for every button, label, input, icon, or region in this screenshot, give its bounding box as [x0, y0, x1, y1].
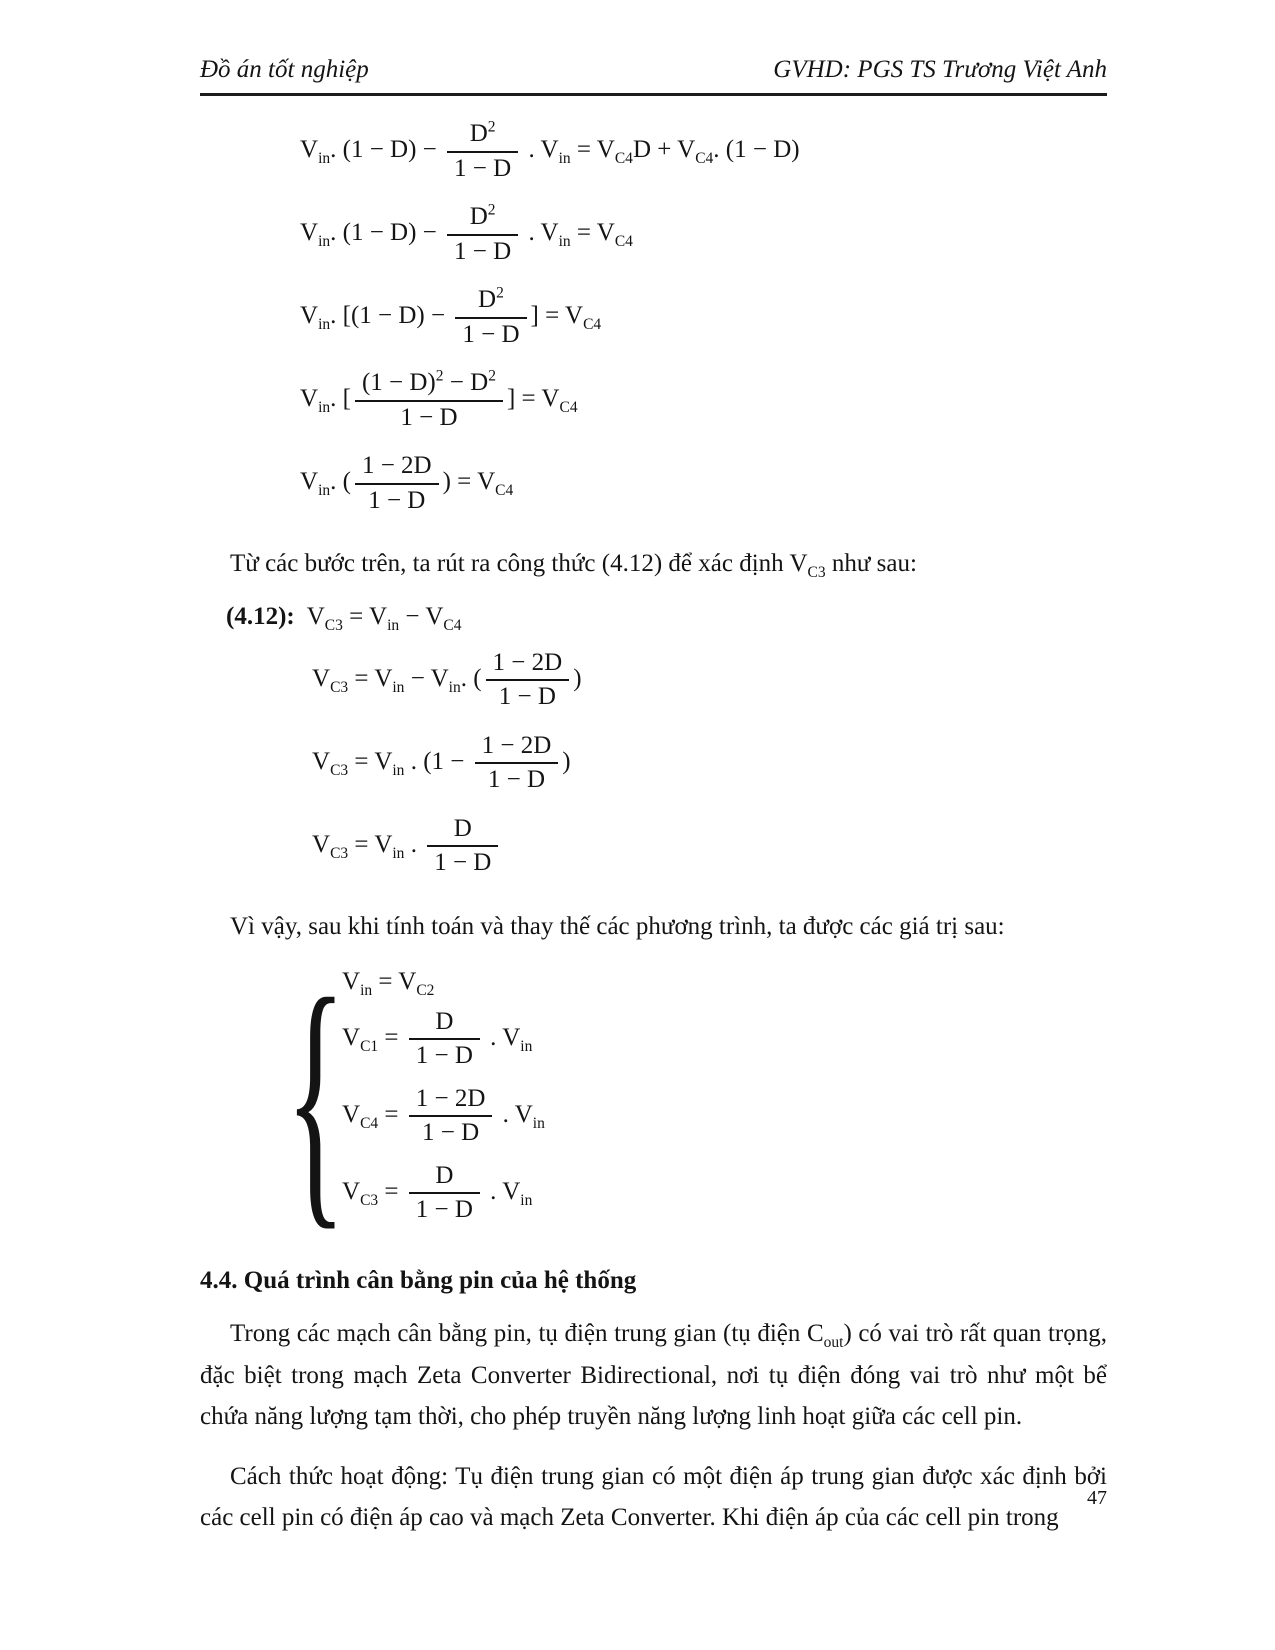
formula-412	[226, 595, 1107, 639]
page-number: 47	[1087, 1487, 1107, 1509]
equation-derivation-vc3	[312, 639, 1107, 888]
equation-system	[264, 941, 1107, 1252]
equation-vc4-step-1: $V_{in}$. (1 − D) − $\frac{D^2}{1 - D}$ . $V_{in} = V_{C4}D + V_{C4}$. (1 − D)	[300, 118, 800, 182]
system-equation-vin: $V_{in} = V_{C2}$	[342, 967, 435, 999]
paragraph-cach-thuc: Cách thức hoạt động: Tụ điện trung gian có một điện áp trung gian được xác định bởi các cell pin có điện áp cao và mạch Zeta Converter. Khi điện áp của các cell pin trong	[200, 1462, 1107, 1531]
header-left-title: Đồ án tốt nghiệp	[200, 56, 369, 83]
equation-vc3-step-1: $V_{C3} = V_{in} - V_{in}$. ( $\frac{1 - 2D}{1 - D}$ )	[312, 648, 582, 710]
system-equation-vc1: $V_{C1}$ = $\frac{D}{1 - D}$ . $V_{in}$	[342, 1007, 533, 1069]
header-right-advisor: GVHD: PGS TS Trương Việt Anh	[773, 56, 1107, 83]
formula-412-body: $V_{C3} = V_{in} - V_{C4}$	[306, 602, 462, 634]
page-body	[200, 96, 1107, 1539]
equation-vc3-step-2: $V_{C3} = V_{in}$ . (1 − $\frac{1 - 2D}{1 - D}$ )	[312, 731, 571, 793]
paragraph-vi-vay: Vì vậy, sau khi tính toán và thay thế các phương trình, ta được các giá trị sau:	[230, 912, 1005, 940]
system-equation-vc4: $V_{C4}$ = $\frac{1 - 2D}{1 - D}$ . $V_{in}$	[342, 1084, 545, 1146]
equation-vc4-step-5: $V_{in}$. ( $\frac{1 - 2D}{1 - D}$ ) = $V_{C4}$	[300, 452, 514, 514]
page-header	[200, 56, 1107, 96]
paragraph-intro-412: Từ các bước trên, ta rút ra công thức (4.12) để xác định $V_{C3}$ như sau:	[230, 550, 917, 581]
equation-vc4-step-3: $V_{in}$. [(1 − D) − $\frac{D^2}{1 - D}$ ] = $V_{C4}$	[300, 284, 602, 348]
paragraph-trong-cac-mach: Trong các mạch cân bằng pin, tụ điện trung gian (tụ điện $C_{out}$) có vai trò rất quan trọng, đặc biệt trong mạch Zeta Converter Bidirectional, nơi tụ điện đóng vai trò như một bể chứa năng lượng tạm thời, cho phép truyền năng lượng linh hoạt giữa các cell pin.	[200, 1320, 1108, 1430]
left-brace-icon: {	[285, 941, 346, 1252]
equation-vc3-step-3: $V_{C3} = V_{in}$ . $\frac{D}{1 - D}$	[312, 805, 1107, 888]
equation-vc4-step-2: $V_{in}$. (1 − D) − $\frac{D^2}{1 - D}$ . $V_{in} = V_{C4}$	[300, 201, 633, 265]
equation-derivation-vc4	[300, 110, 1107, 525]
section-heading-4-4: 4.4. Quá trình cân bằng pin của hệ thống	[200, 1267, 637, 1294]
system-equation-vc3: $V_{C3}$ = $\frac{D}{1 - D}$ . $V_{in}$	[342, 1161, 533, 1223]
system-equations	[342, 963, 545, 1232]
formula-412-label: (4.12):	[226, 602, 295, 630]
equation-vc4-step-4: $V_{in}$. [ $\frac{(1 - D)^2 - D^2}{1 - D}$ ] = $V_{C4}$	[300, 367, 578, 431]
